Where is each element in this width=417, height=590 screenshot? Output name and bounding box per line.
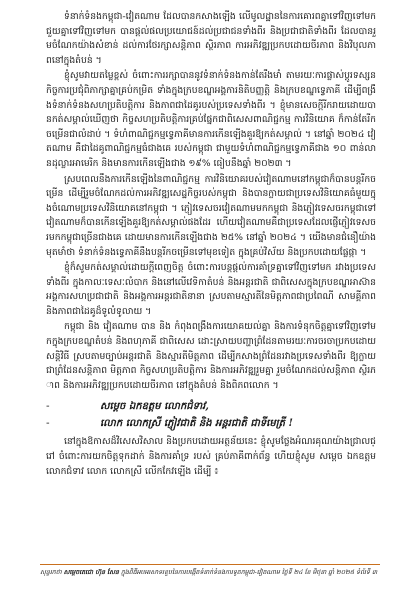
footer-divider: [40, 564, 380, 565]
salutation-line-1: សម្ដេច ឯកឧត្ដម លោកជំទាវ,: [100, 401, 209, 413]
list-item: [46, 416, 376, 433]
paragraph-3: ស្របពេលនឹងការកើនឡើងនៃពាណិជ្ជកម្ម ការវិនិយោគរបស់វៀតណាមនៅកម្ពុជាក៏បានបន្តរីកចម្រើន ដើម្បីរួមចំណែកដល់ការអភិវឌ្ឍសេដ្ឋកិច្ចរបស់កម្ពុជា និងបានក្លាយជាប្រទេសវិនិយោគធំមួយក្នុងចំណោមប្រទេសវិនិយោគនៅកម្ពុជា ។ ភ្ញៀវទេសចរវៀតណាមមកកម្ពុជា និងភ្ញៀវទេសចរកម្ពុជាទៅវៀតណាមក៏បានកើនឡើងគួរឱ្យកត់សម្គាល់ផងដែរ ហើយវៀតណាមគឺជាប្រទេសដែលផ្ញើភ្ញៀវទេសចរមកកម្ពុជាច្រើនជាងគេ ដោយមានការកើនឡើងជាង ២៥% នៅឆ្នាំ ២០២៤ ។ យើងមានជំនឿយ៉ាងមុតមាំថា ទំនាក់ទំនងទ្វេភាគីនឹងបន្តរីកចម្រើនទៅមុខទៀត ក្នុងគ្រប់វិស័យ និងប្រកបដោយផ្លែផ្កា ។: [46, 173, 376, 258]
paragraph-4: ខ្ញុំក៏សូមកត់សម្គាល់ដោយក្ដីពេញចិត្ត ចំពោះការបន្តផ្ដល់ការគាំទ្រគ្នាទៅវិញទៅមក រវាងប្រទេសទាំងពីរ ក្នុងកាលៈទេសៈលំបាក និងនៅលើវេទិកាតំបន់ និងអន្តរជាតិ ជាពិសេសក្នុងក្របខណ្ឌអាស៊ាន អង្គការសហប្រជាជាតិ និងអង្គការអន្តរជាតិនានា ស្របតាមស្មារតីនៃមិត្តភាពជាប្រពៃណី សាមគ្គីភាព និងភាពជាដៃគូដ៏ទូលំទូលាយ ។: [46, 262, 376, 317]
paragraph-5: កម្ពុជា និង វៀតណាម បាន និង កំពុងពង្រឹងការយោគយល់គ្នា និងការទំនុកចិត្តគ្នាទៅវិញទៅមកក្នុងក្របខណ្ឌតំបន់ និងពហុភាគី ជាពិសេស ដោះស្រាយបញ្ហាព្រំដែនតាមរយៈការចរចាប្រកបដោយសន្តិវិធី ស្របតាមច្បាប់អន្តរជាតិ និងស្មារតីមិត្តភាព ដើម្បីកសាងព្រំដែនរវាងប្រទេសទាំងពីរ ឱ្យក្លាយជាព្រំដែនសន្តិភាព មិត្តភាព កិច្ចសហប្រតិបត្តិការ និងការអភិវឌ្ឍរួមគ្នា រួមចំណែកដល់សន្តិភាព ស្ថិរភាព និងការអភិវឌ្ឍប្រកបដោយចីរភាព នៅក្នុងតំបន់ និងពិភពលោក ។: [46, 321, 376, 391]
bullet-dash: -: [46, 401, 50, 413]
salutation-list: [46, 399, 376, 433]
salutation-line-2: លោក លោកស្រី ភ្ញៀវជាតិ និង អន្តរជាតិ ជាទីមេត្រី !: [100, 418, 293, 430]
footer-prefix: សុន្ទរកថា: [40, 569, 62, 576]
speech-body: [46, 10, 376, 479]
list-item: [46, 399, 376, 416]
paragraph-1: ទំនាក់ទំនងកម្ពុជា-វៀតណាម ដែលបានកសាងឡើង លើមូលដ្ឋាននៃការគោរពគ្នាទៅវិញទៅមក ជួយគ្នាទៅវិញទៅមក បានផ្ដល់ផលប្រយោជន៍ដល់ប្រជាជនទាំងពីរ និងប្រជាជាតិទាំងពីរ ដែលបានរួមចំណែកយ៉ាងសំខាន់ ដល់ការថែរក្សាសន្តិភាព ស្ថិរភាព ការអភិវឌ្ឍប្រកបដោយចីរភាព និងវិបុលភាពនៅក្នុងតំបន់ ។: [46, 11, 376, 66]
paragraph-2: ខ្ញុំសូមវាយតម្លៃខ្ពស់ ចំពោះការរក្សាបាននូវទំនាក់ទំនងកាន់តែរឹងមាំ តាមរយៈការផ្លាស់ប្ដូរទស្សនកិច្ចការប្រជុំពិភាក្សាគ្នាគ្រប់កម្រិត ទាំងក្នុងក្របខណ្ឌអង្គការនិតិបញ្ញត្តិ និងក្របខណ្ឌទ្វេភាគី ដើម្បីពង្រឹងទំនាក់ទំនងសហប្រតិបត្តិការ និងភាពជាដៃគូរបស់ប្រទេសទាំងពីរ ។ ខ្ញុំមានសេចក្ដីរីករាយដោយបានកត់សម្គាល់ឃើញថា កិច្ចសហប្រតិបត្តិការគ្រប់ផ្នែកជាពិសេសពាណិជ្ជកម្ម ការវិនិយោគ ក៏កាន់តែរីកចម្រើនជាលំដាប់ ។ ទំហំពាណិជ្ជកម្មទ្វេភាគីមានការកើនឡើងគួរឱ្យកត់សម្គាល់ ។ នៅឆ្នាំ ២០២៤ វៀតណាម គឺជាដៃគូពាណិជ្ជកម្មធំជាងគេ របស់កម្ពុជា ជាមួយទំហំពាណិជ្ជកម្មទ្វេភាគីជាង ១០ ពាន់លានដុល្លារអាមេរិក និងមានការកើនឡើងជាង ១៩% ធៀបនឹងឆ្នាំ ២០២៣ ។: [46, 70, 376, 169]
page-footer: [40, 567, 380, 579]
footer-page-number: ទំព័រទី ៣: [356, 569, 378, 576]
closing-paragraph: នៅក្នុងឱកាសដ៏វិសេសវិសាល និងប្រកបដោយអត្ថន័យនេះ ខ្ញុំសូមថ្លែងអំណរគុណយ៉ាងជ្រាលជ្រៅ ចំពោះការយកចិត្តទុកដាក់ និងការគាំទ្រ របស់ គ្រប់ភាគីពាក់ព័ន្ធ ហើយខ្ញុំសូម សម្ដេច ឯកឧត្ដម លោកជំទាវ លោក លោកស្រី លើកកែវឡើង ដើម្បី ៖: [46, 436, 376, 477]
footer-occasion: ក្នុងពិធីអបអរសាទរខួបនៃការបង្កើតទំនាក់ទំនងការទូតកម្ពុជា-វៀតណាម ថ្ងៃទី ២៤ ខែ មិថុនា ឆ្នាំ ២០២៥: [120, 569, 355, 576]
footer-speaker: សម្ដេចតេជោ ហ៊ុន សែន: [63, 569, 119, 576]
bullet-dash: -: [46, 418, 50, 430]
